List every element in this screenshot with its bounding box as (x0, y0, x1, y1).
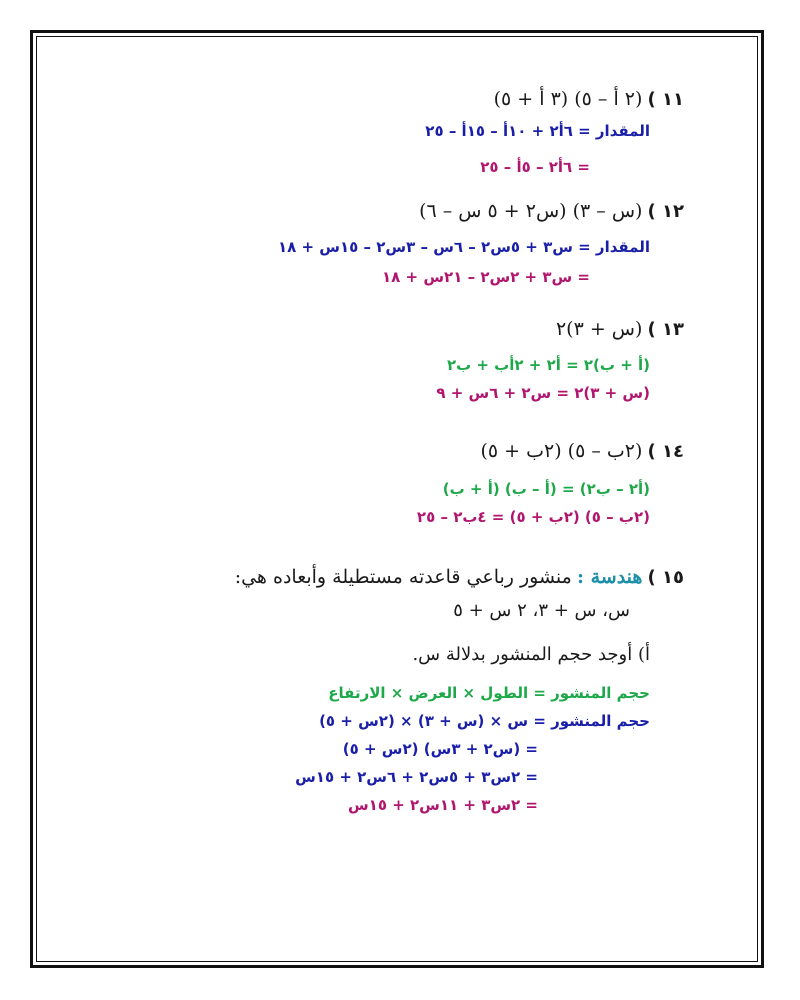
problem-13-header (556, 318, 684, 340)
problem-15-step-1: حجم المنشور = الطول × العرض × الارتفاع (328, 684, 650, 702)
problem-15-number: ١٥ ) (647, 567, 684, 588)
problem-12-expression: (س – ٣) (س٢ + ٥ س – ٦) (419, 200, 643, 222)
problem-11-expression: (٢ أ – ٥) (٣ أ + ٥) (493, 88, 643, 110)
problem-12-number: ١٢ ) (647, 201, 684, 222)
problem-13-number: ١٣ ) (647, 319, 684, 340)
problem-15-dimensions: س، س + ٣، ٢ س + ٥ (453, 600, 630, 621)
problem-15-step-3: = (س٢ + ٣س) (٢س + ٥) (342, 740, 538, 758)
problem-12-step-2: = س٣ + ٢س٢ – ٢١س + ١٨ (382, 268, 590, 286)
problem-12-header (419, 200, 684, 222)
problem-15-step-2: حجم المنشور = س × (س + ٣) × (٢س + ٥) (319, 712, 650, 730)
problem-14-number: ١٤ ) (647, 441, 684, 462)
problem-14-header (480, 440, 684, 462)
problem-15-header (235, 566, 684, 588)
problem-13-result: (س + ٣)٢ = س٢ + ٦س + ٩ (436, 384, 650, 402)
problem-14-result: (٢ب – ٥) (٢ب + ٥) = ٤ب٢ – ٢٥ (416, 508, 650, 526)
problem-15-step-4: = ٢س٣ + ٥س٢ + ٦س٢ + ١٥س (295, 768, 538, 786)
problem-14-expression: (٢ب – ٥) (٢ب + ٥) (480, 440, 643, 462)
problem-15-step-5: = ٢س٣ + ١١س٢ + ١٥س (347, 796, 538, 814)
problem-11-number: ١١ ) (647, 89, 684, 110)
problem-11-header (494, 88, 684, 110)
problem-15-statement: منشور رباعي قاعدته مستطيلة وأبعاده هي: (234, 566, 572, 588)
problem-13-identity: (أ + ب)٢ = أ٢ + ٢أب + ب٢ (446, 356, 650, 374)
problem-15-part-a: أ) أوجد حجم المنشور بدلالة س. (412, 644, 650, 665)
problem-12-step-1: المقدار = س٣ + ٥س٢ – ٦س – ٣س٢ – ١٥س + ١٨ (277, 238, 650, 256)
problem-13-expression: (س + ٣)٢ (555, 318, 643, 340)
problem-11-step-1: المقدار = ٦أ٢ + ١٠أ – ١٥أ – ٢٥ (425, 122, 650, 140)
problem-11-step-2: = ٦أ٢ – ٥أ – ٢٥ (480, 158, 590, 176)
page-border-inner (36, 36, 758, 962)
problem-14-identity: (أ٢ – ب٢) = (أ – ب) (أ + ب) (442, 480, 650, 498)
problem-15-label: هندسة : (576, 566, 643, 588)
